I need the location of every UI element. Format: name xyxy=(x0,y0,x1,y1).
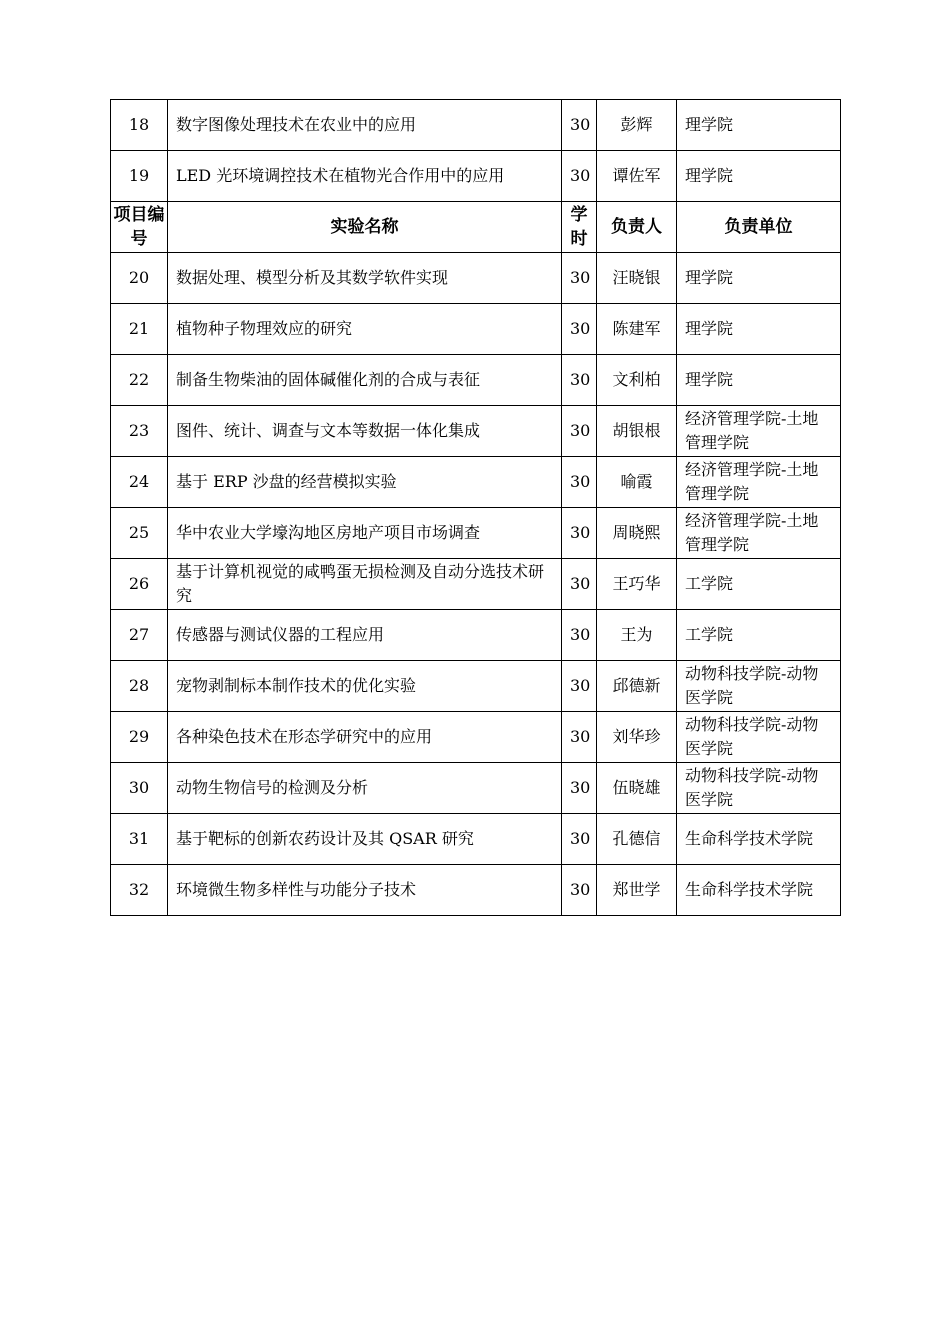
cell-unit: 经济管理学院-土地管理学院 xyxy=(677,508,841,559)
cell-person: 孔德信 xyxy=(597,814,677,865)
cell-name: 基于计算机视觉的咸鸭蛋无损检测及自动分选技术研究 xyxy=(168,559,562,610)
cell-name: LED 光环境调控技术在植物光合作用中的应用 xyxy=(168,151,562,202)
cell-person: 喻霞 xyxy=(597,457,677,508)
cell-person: 谭佐军 xyxy=(597,151,677,202)
cell-unit: 生命科学技术学院 xyxy=(677,814,841,865)
cell-name: 基于 ERP 沙盘的经营模拟实验 xyxy=(168,457,562,508)
cell-person: 汪晓银 xyxy=(597,253,677,304)
cell-id: 25 xyxy=(111,508,168,559)
cell-person: 伍晓雄 xyxy=(597,763,677,814)
cell-person: 陈建军 xyxy=(597,304,677,355)
cell-hours: 30 xyxy=(562,304,597,355)
cell-id: 18 xyxy=(111,100,168,151)
cell-id: 31 xyxy=(111,814,168,865)
cell-person: 刘华珍 xyxy=(597,712,677,763)
cell-person: 周晓熙 xyxy=(597,508,677,559)
cell-id: 20 xyxy=(111,253,168,304)
cell-unit: 工学院 xyxy=(677,559,841,610)
cell-name: 植物种子物理效应的研究 xyxy=(168,304,562,355)
cell-unit: 理学院 xyxy=(677,100,841,151)
cell-id: 26 xyxy=(111,559,168,610)
table-row xyxy=(111,814,841,865)
cell-id: 29 xyxy=(111,712,168,763)
header-unit: 负责单位 xyxy=(677,202,841,253)
table-body-after xyxy=(111,253,841,916)
cell-hours: 30 xyxy=(562,253,597,304)
cell-name: 各种染色技术在形态学研究中的应用 xyxy=(168,712,562,763)
cell-hours: 30 xyxy=(562,406,597,457)
table-row xyxy=(111,712,841,763)
cell-id: 28 xyxy=(111,661,168,712)
cell-name: 数据处理、模型分析及其数学软件实现 xyxy=(168,253,562,304)
cell-hours: 30 xyxy=(562,151,597,202)
cell-id: 19 xyxy=(111,151,168,202)
table-header-body xyxy=(111,202,841,253)
cell-hours: 30 xyxy=(562,712,597,763)
cell-hours: 30 xyxy=(562,457,597,508)
cell-person: 胡银根 xyxy=(597,406,677,457)
experiment-table xyxy=(110,99,841,916)
cell-unit: 动物科技学院-动物医学院 xyxy=(677,763,841,814)
table-row xyxy=(111,100,841,151)
table-row xyxy=(111,151,841,202)
cell-name: 数字图像处理技术在农业中的应用 xyxy=(168,100,562,151)
cell-unit: 理学院 xyxy=(677,151,841,202)
cell-hours: 30 xyxy=(562,814,597,865)
cell-hours: 30 xyxy=(562,610,597,661)
header-id: 项目编号 xyxy=(111,202,168,253)
cell-name: 图件、统计、调查与文本等数据一体化集成 xyxy=(168,406,562,457)
cell-id: 22 xyxy=(111,355,168,406)
cell-id: 23 xyxy=(111,406,168,457)
cell-name: 传感器与测试仪器的工程应用 xyxy=(168,610,562,661)
cell-unit: 经济管理学院-土地管理学院 xyxy=(677,406,841,457)
table-row xyxy=(111,865,841,916)
cell-name: 基于靶标的创新农药设计及其 QSAR 研究 xyxy=(168,814,562,865)
cell-person: 彭辉 xyxy=(597,100,677,151)
cell-name: 华中农业大学壕沟地区房地产项目市场调查 xyxy=(168,508,562,559)
cell-person: 邱德新 xyxy=(597,661,677,712)
cell-name: 宠物剥制标本制作技术的优化实验 xyxy=(168,661,562,712)
table-row xyxy=(111,508,841,559)
header-name: 实验名称 xyxy=(168,202,562,253)
cell-hours: 30 xyxy=(562,763,597,814)
cell-name: 动物生物信号的检测及分析 xyxy=(168,763,562,814)
table-row xyxy=(111,661,841,712)
table-row xyxy=(111,355,841,406)
cell-id: 27 xyxy=(111,610,168,661)
cell-person: 王为 xyxy=(597,610,677,661)
cell-unit: 生命科学技术学院 xyxy=(677,865,841,916)
cell-unit: 理学院 xyxy=(677,253,841,304)
cell-person: 郑世学 xyxy=(597,865,677,916)
table-row xyxy=(111,763,841,814)
cell-unit: 动物科技学院-动物医学院 xyxy=(677,712,841,763)
cell-id: 32 xyxy=(111,865,168,916)
header-person: 负责人 xyxy=(597,202,677,253)
header-row xyxy=(111,202,841,253)
table-body-before xyxy=(111,100,841,202)
cell-name: 环境微生物多样性与功能分子技术 xyxy=(168,865,562,916)
cell-unit: 经济管理学院-土地管理学院 xyxy=(677,457,841,508)
table-row xyxy=(111,610,841,661)
table-row xyxy=(111,457,841,508)
cell-person: 文利柏 xyxy=(597,355,677,406)
cell-id: 24 xyxy=(111,457,168,508)
table-row xyxy=(111,559,841,610)
cell-unit: 理学院 xyxy=(677,355,841,406)
cell-id: 30 xyxy=(111,763,168,814)
table-row xyxy=(111,253,841,304)
cell-name: 制备生物柴油的固体碱催化剂的合成与表征 xyxy=(168,355,562,406)
table-row xyxy=(111,304,841,355)
cell-person: 王巧华 xyxy=(597,559,677,610)
header-hours: 学时 xyxy=(562,202,597,253)
cell-hours: 30 xyxy=(562,865,597,916)
cell-hours: 30 xyxy=(562,661,597,712)
cell-unit: 动物科技学院-动物医学院 xyxy=(677,661,841,712)
cell-hours: 30 xyxy=(562,508,597,559)
cell-unit: 工学院 xyxy=(677,610,841,661)
table-row xyxy=(111,406,841,457)
cell-hours: 30 xyxy=(562,100,597,151)
cell-unit: 理学院 xyxy=(677,304,841,355)
cell-hours: 30 xyxy=(562,559,597,610)
cell-id: 21 xyxy=(111,304,168,355)
cell-hours: 30 xyxy=(562,355,597,406)
